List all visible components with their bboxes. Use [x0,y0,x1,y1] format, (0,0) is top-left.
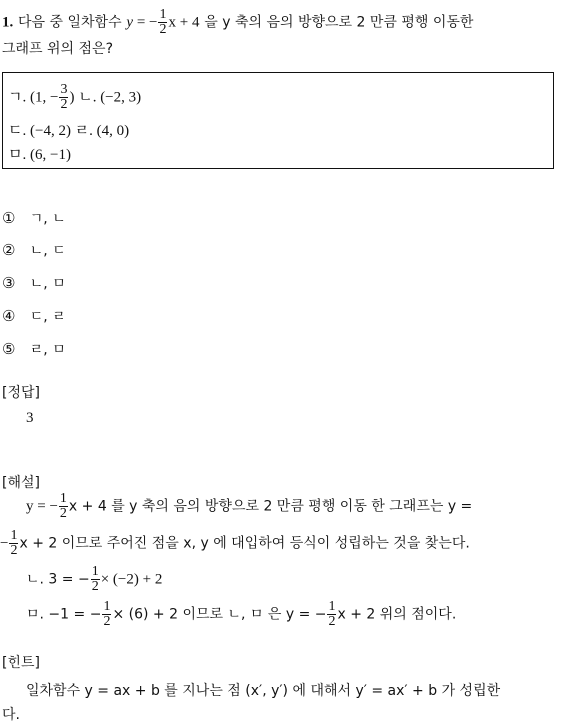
exp-l3-a: ㄴ. 3 = − [26,571,90,588]
option-marker: ④ [2,307,16,325]
option-text: ㄴ, ㄷ [29,243,66,259]
question-line-2: 그래프 위의 점은? [2,41,113,57]
option-marker: ③ [2,274,16,292]
frac-denominator: 2 [328,614,336,629]
frac-denominator: 2 [103,614,111,629]
exp-l1-b: x + 4 를 y 축의 음의 방향으로 2 만큼 평행 이동 한 그래프는 y = [68,498,473,515]
option-text: ㄴ, ㅁ [29,276,66,292]
answer-header: [정답] [2,385,40,401]
frac-denominator: 2 [159,22,167,37]
question-text-after: 을 y 축의 음의 방향으로 2 만큼 평행 이동한 [204,14,474,31]
hint-line-2: 다. [2,707,20,723]
exp-l2-b: x + 2 이므로 주어진 점을 x, y 에 대입하여 등식이 성립하는 것을 찾는다. [19,535,470,552]
frac-numerator: 1 [159,7,167,22]
hint-line-1: 일차함수 y = ax + b 를 지나는 점 (x′, y′) 에 대해서 y′ = ax′ + b 가 성립한 [26,683,501,699]
frac-numerator: 1 [91,564,99,579]
exp-l4-c: x + 2 위의 점이다. [337,606,457,623]
option-3[interactable] [2,273,66,293]
exp-l2-fraction [9,529,18,558]
choices-line-1 [8,83,141,112]
choices-line-3: ㅁ. (6, −1) [8,147,71,163]
option-5[interactable] [2,339,66,359]
option-text: ㄷ, ㄹ [29,309,66,325]
exp-l3-fraction [91,565,100,594]
frac-numerator: 1 [10,528,18,543]
exp-l4-fraction-2 [327,600,336,629]
question-fraction [158,8,167,37]
explanation-line-1 [26,492,472,521]
frac-denominator: 2 [91,579,99,594]
choice-g-a: ㄱ. (1, − [8,89,59,106]
option-text: ㄱ, ㄴ [29,211,66,227]
frac-numerator: 1 [59,491,67,506]
exp-l4-b: × (6) + 2 이므로 ㄴ, ㅁ 은 y = − [112,606,327,623]
question-line-1 [2,8,473,37]
frac-numerator: 1 [103,599,111,614]
eq-equals: = − [133,14,158,31]
explanation-header: [해설] [2,475,40,491]
exp-l2-a: − [0,535,9,552]
hint-header: [힌트] [2,655,40,671]
option-4[interactable] [2,306,66,326]
explanation-line-4 [26,600,456,629]
explanation-line-3 [26,565,162,594]
exp-l1-fraction [59,492,68,521]
exp-l1-a: y = − [26,498,58,515]
answer-value: 3 [26,410,34,426]
option-1[interactable] [2,208,66,228]
frac-denominator: 2 [59,506,67,521]
choices-line-2: ㄷ. (−4, 2) ㄹ. (4, 0) [8,123,130,139]
exp-l4-fraction [102,600,111,629]
option-2[interactable] [2,240,66,260]
explanation-line-2 [0,529,470,558]
eq-rest: x + 4 [168,14,200,31]
option-text: ㄹ, ㅁ [29,342,66,358]
frac-numerator: 1 [328,599,336,614]
frac-denominator: 2 [60,97,68,112]
choice-g-fraction [59,83,68,112]
exp-l4-a: ㅁ. −1 = − [26,606,102,623]
question-number: 1. [2,14,14,31]
option-marker: ② [2,241,16,259]
question-text: 다음 중 일차함수 [18,14,122,31]
choice-g-b: ) ㄴ. (−2, 3) [69,89,142,106]
exp-l3-b: × (−2) + 2 [100,571,163,588]
frac-denominator: 2 [10,543,18,558]
frac-numerator: 3 [60,82,68,97]
eq-y: y [126,14,134,31]
option-marker: ⑤ [2,340,16,358]
option-marker: ① [2,209,16,227]
